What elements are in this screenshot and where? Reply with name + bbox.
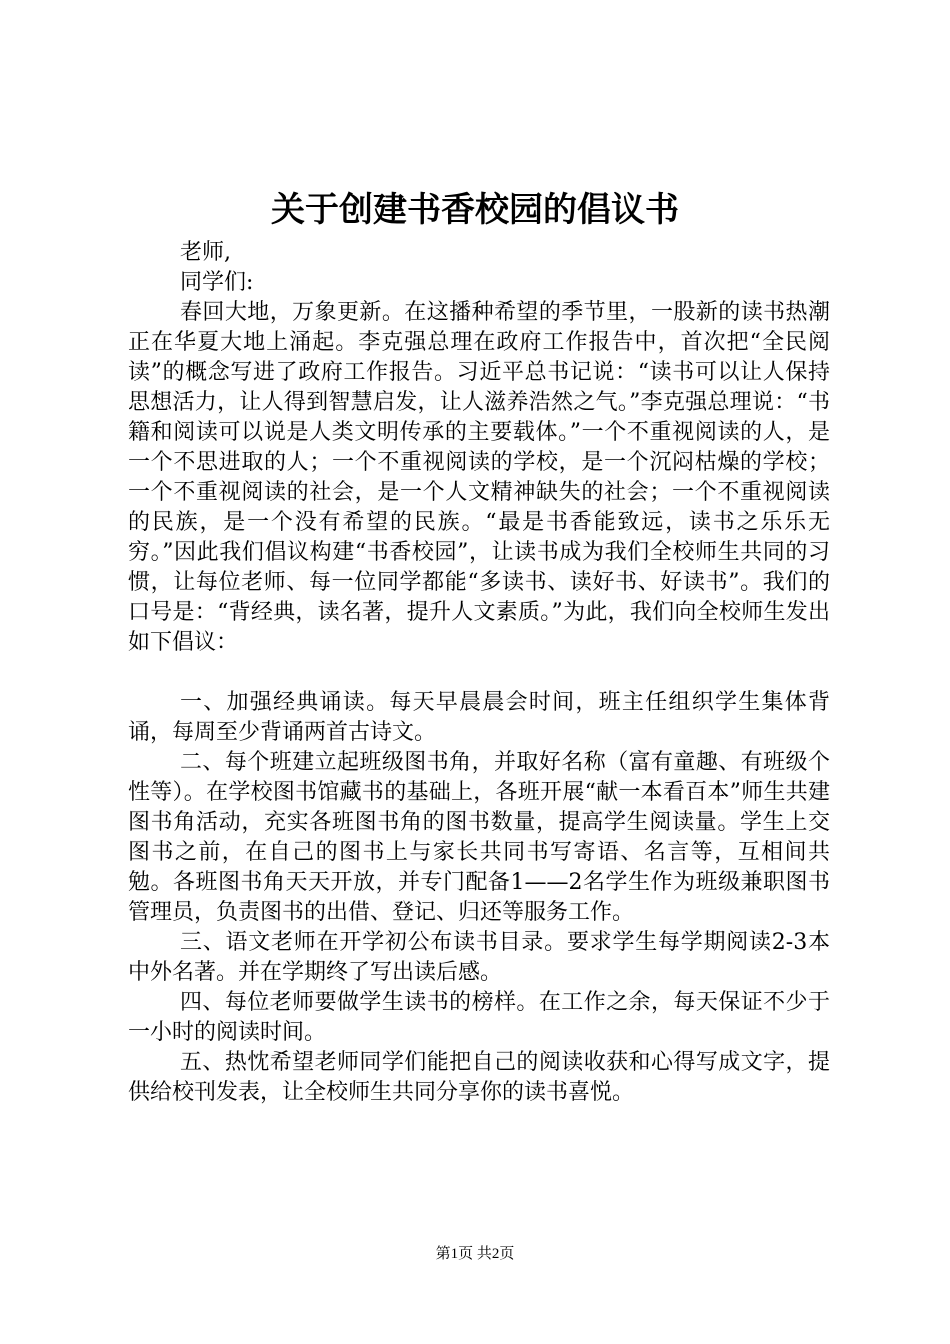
proposal-item-1: 一、加强经典诵读。每天早晨晨会时间，班主任组织学生集体背诵，每周至少背诵两首古诗文。 (128, 690, 830, 745)
document-title: 关于创建书香校园的倡议书 (271, 190, 679, 230)
document-body (128, 238, 830, 1108)
proposal-item-3: 三、语文老师在开学初公布读书目录。要求学生每学期阅读2-3本中外名著。并在学期终了写出读后感。 (128, 930, 830, 985)
proposal-item-5: 五、热忱希望老师同学们能把自己的阅读收获和心得写成文字，提供给校刊发表，让全校师生共同分享你的读书喜悦。 (128, 1050, 830, 1105)
intro-paragraph: 春回大地，万象更新。在这播种希望的季节里，一股新的读书热潮正在华夏大地上涌起。李克强总理在政府工作报告中，首次把“全民阅读”的概念写进了政府工作报告。习近平总书记说：“读书可以让人保持思想活力，让人得到智慧启发，让人滋养浩然之气。”李克强总理说：“书籍和阅读可以说是人类文明传承的主要载体。”一个不重视阅读的人，是一个不思进取的人；一个不重视阅读的学校，是一个沉闷枯燥的学校；一个不重视阅读的社会，是一个人文精神缺失的社会；一个不重视阅读的民族，是一个没有希望的民族。“最是书香能致远，读书之乐乐无穷。”因此我们倡议构建“书香校园”，让读书成为我们全校师生共同的习惯，让每位老师、每一位同学都能“多读书、读好书、好读书”。我们的口号是：“背经典，读名著，提升人文素质。”为此，我们向全校师生发出如下倡议： (128, 300, 830, 655)
proposal-item-4: 四、每位老师要做学生读书的榜样。在工作之余，每天保证不少于一小时的阅读时间。 (128, 990, 830, 1045)
salutation-teachers: 老师, (180, 240, 231, 265)
salutation-students: 同学们: (180, 270, 254, 295)
page-number-footer: 第1页 共2页 (435, 1246, 515, 1262)
paragraph-gap (128, 658, 830, 688)
proposal-item-2: 二、每个班建立起班级图书角，并取好名称（富有童趣、有班级个性等）。在学校图书馆藏书的基础上，各班开展“献一本看百本”师生共建图书角活动，充实各班图书角的图书数量，提高学生阅读量。学生上交图书之前，在自己的图书上与家长共同书写寄语、名言等，互相间共勉。各班图书角天天开放，并专门配备1——2名学生作为班级兼职图书管理员，负责图书的出借、登记、归还等服务工作。 (128, 750, 830, 925)
